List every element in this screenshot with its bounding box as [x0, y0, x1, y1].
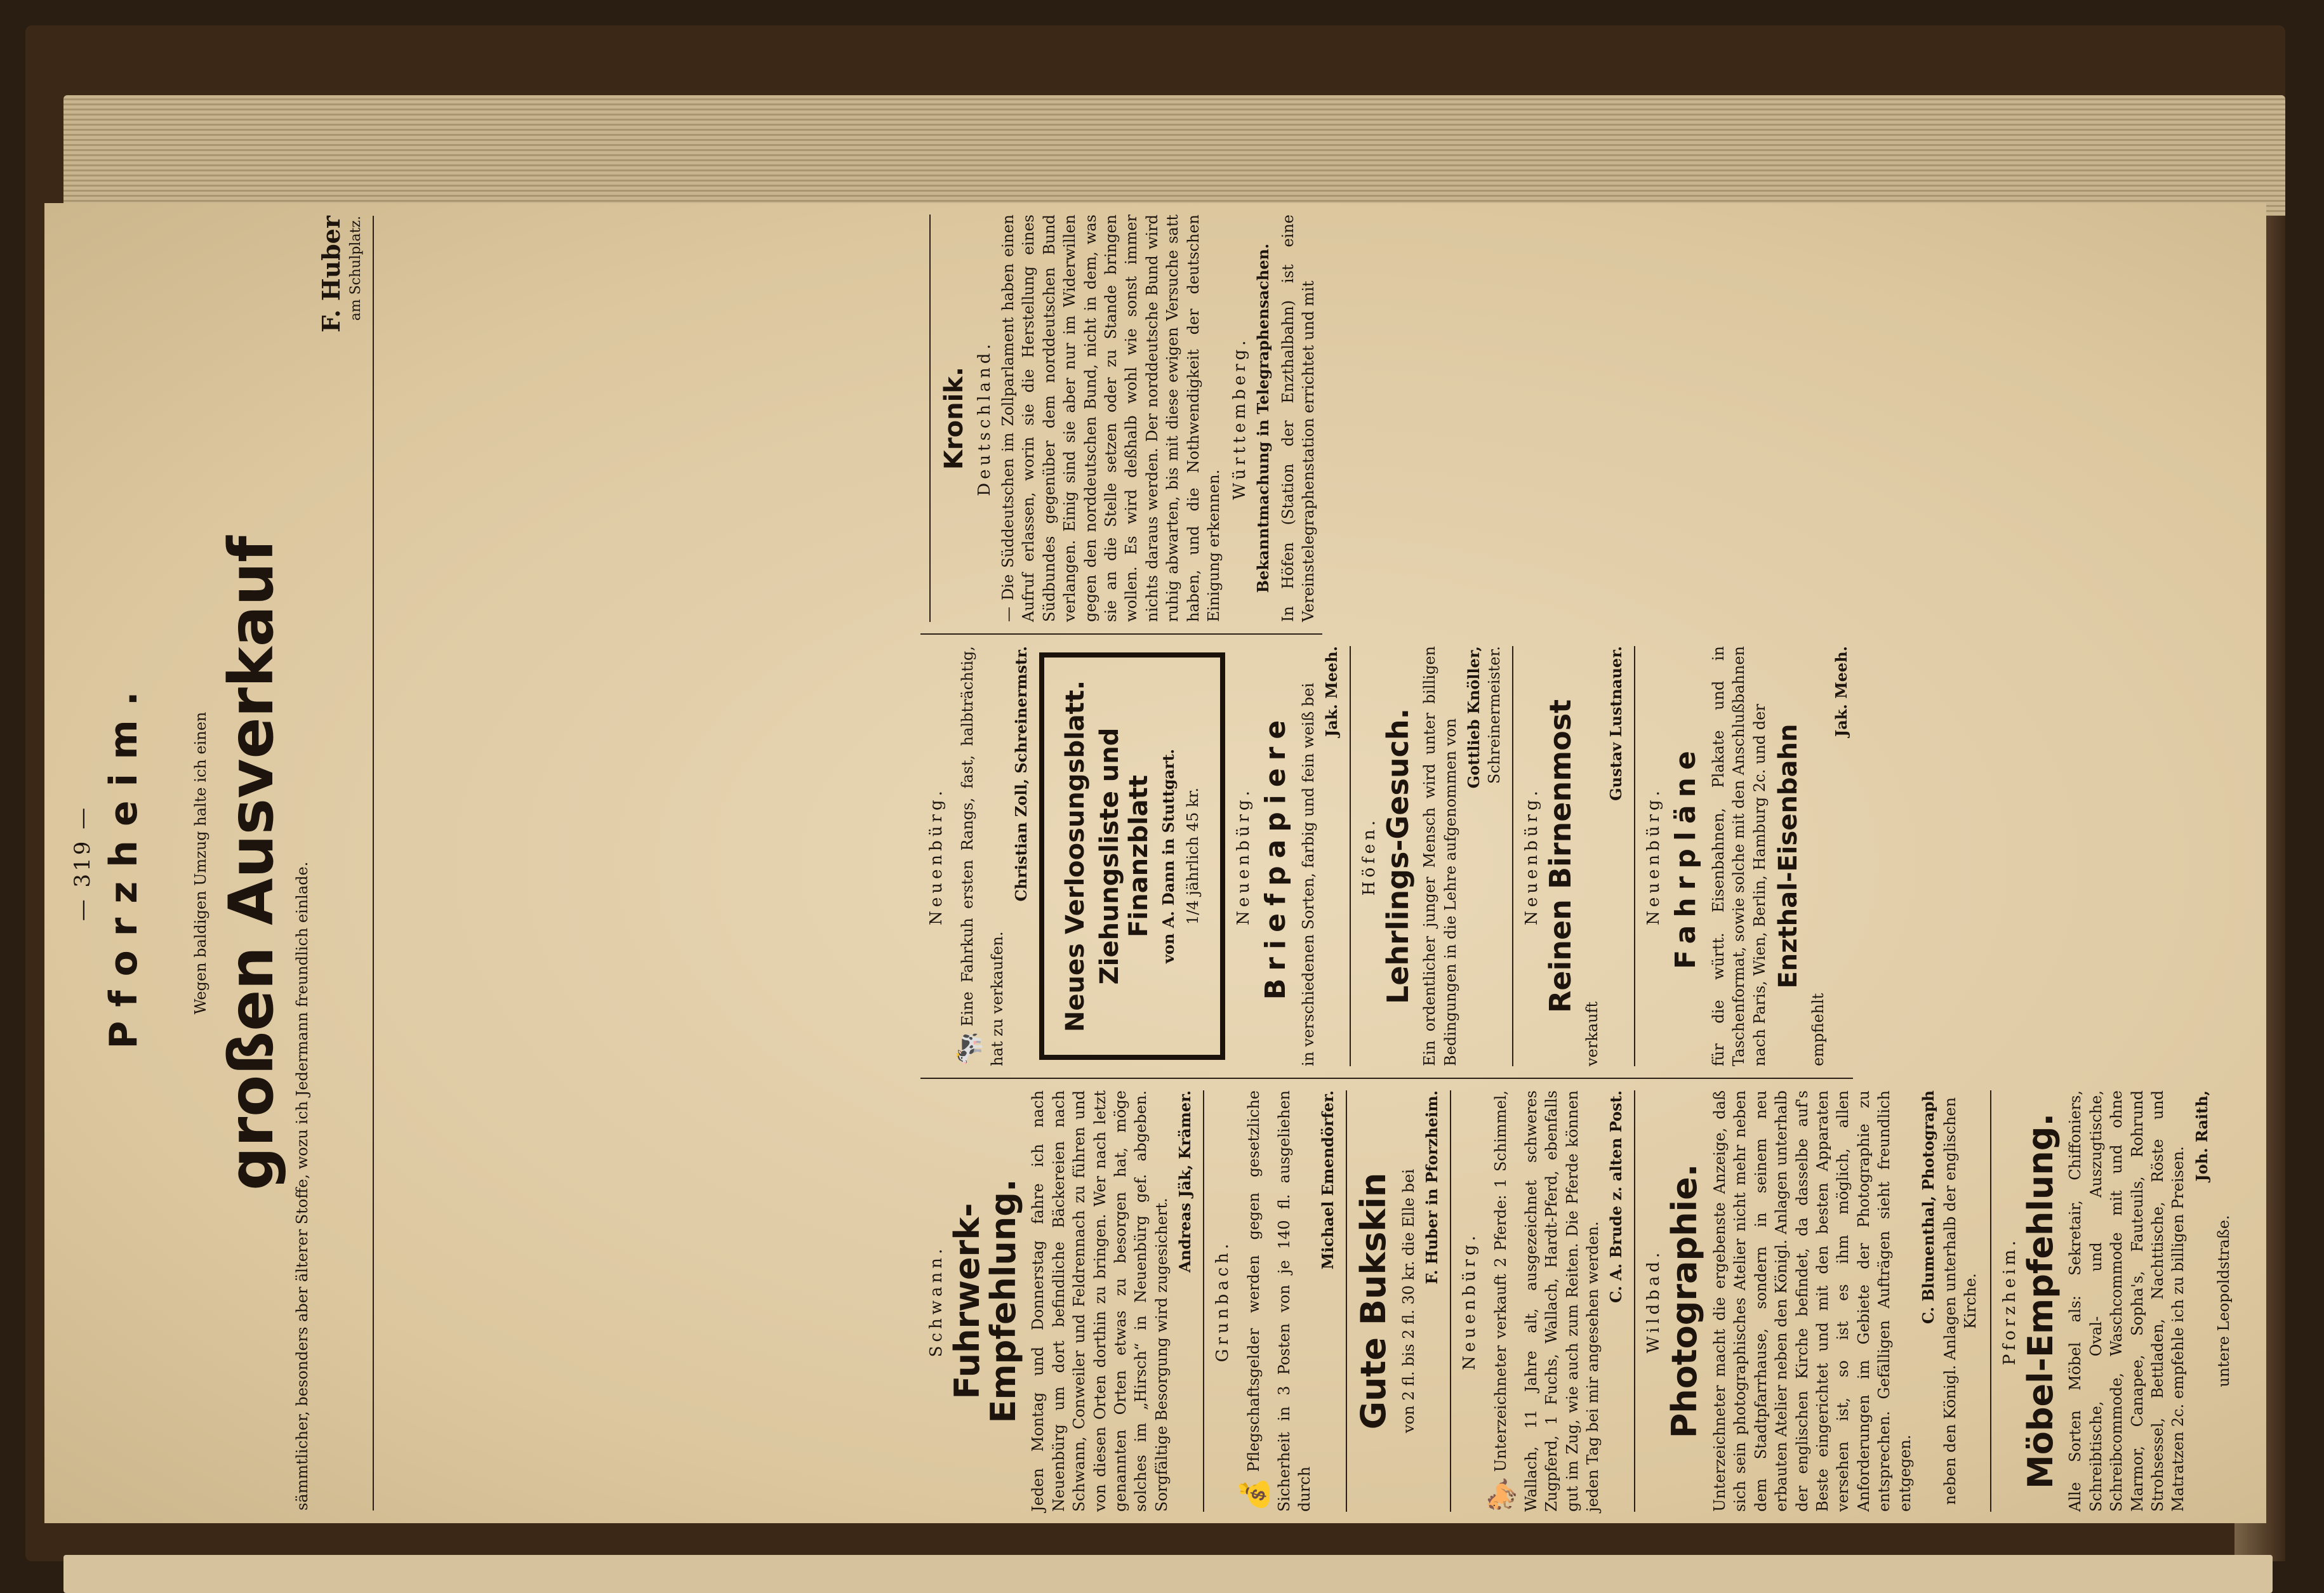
place-grunbach: Grunbach. [1213, 1239, 1233, 1363]
place-neuenbuerg: Neuenbürg. [1460, 1232, 1480, 1370]
newspaper-page [44, 203, 2266, 1523]
enzthal-sign: Jak. Meeh. [1832, 646, 1851, 737]
photo-body: Unterzeichneter macht die ergebenste Anzeige, daß sich sein photographisches Atelier nicht mehr neben dem Stadtpfarrhause, sondern in seinem neu erbauten Atelier neben den Königl. Anlagen unterhalb der englischen Kirche befindet, da dasselbe auf's Beste eingerichtet und mit den besten Apparaten versehen ist, so ist es ihm möglich, allen Anforderungen im Gebiete der Photographie zu entsprechen. Gefälligen Aufträgen sieht freundlich entgegen. [1711, 1090, 1914, 1512]
fahrkuh-sign: Christian Zoll, Schreinermstr. [1011, 646, 1030, 902]
divider [1990, 1090, 1991, 1512]
money-bag-icon: 💰 [1238, 1477, 1272, 1512]
divider [1450, 1090, 1451, 1512]
briefpapiere-title: Briefpapiere [1259, 712, 1292, 1000]
bukskin-title: Gute Bukskin [1353, 1172, 1394, 1430]
pferde-sign: C. A. Brude z. alten Post. [1607, 1090, 1626, 1304]
cow-icon: 🐄 [952, 1031, 985, 1066]
masthead [70, 203, 146, 1523]
moebel-title: Möbel-Empfehlung. [2020, 1113, 2061, 1489]
box-line-2: Ziehungsliste und Finanzblatt [1094, 727, 1153, 985]
briefpapiere-body: in verschiedenen Sorten, farbig und fein weiß bei [1299, 682, 1317, 1066]
place-schwann: Schwann. [927, 1245, 946, 1358]
moebel-sign: Joh. Raith, [2192, 1090, 2211, 1182]
pfleg-sign: Michael Emendörfer. [1318, 1090, 1338, 1270]
divider [1634, 1090, 1635, 1512]
moebel-sign-address: untere Leopoldstraße. [2214, 1215, 2233, 1387]
fuhrwerk-body: Jeden Montag und Donnerstag fahre ich nach Neuenbürg um dort befindliche Bäckereien nach Schwann, Conweiler und Feldrennach zu führen und von diesen Orten dorthin zu bringen. Wer nach letzt genannten Orten etwas zu besorgen hat, möge solches im „Hirsch“ in Neuenbürg gef. abgeben. Sorgfältige Besorgung wird zugesichert. [1029, 1090, 1171, 1512]
fahrplaene-title: Fahrpläne [1669, 743, 1702, 969]
place-hoefen: Höfen. [1359, 816, 1379, 896]
pferde-body: Unterzeichneter verkauft 2 Pferde: 1 Schimmel, Wallach, 11 Jahre alt, ausgezeichnet schweres Zugpferd, 1 Fuchs, Wallach, Hardt-Pferd, ebenfalls gut im Zug, wie auch zum Reiten. Die Pferde können jeden Tag bei mir angesehen werden. [1492, 1090, 1602, 1512]
place-neuenbuerg: Neuenbürg. [927, 787, 946, 925]
place-wildbad: Wildbad. [1644, 1248, 1664, 1354]
bukskin-sign: F. Huber in Pforzheim. [1423, 1090, 1442, 1285]
lehrlings-title: Lehrlings-Gesuch. [1380, 708, 1415, 1005]
kronik-body: — Die Süddeutschen im Zollparlament haben einen Aufruf erlassen, worin sie die Herstellung eines Südbundes gegenüber dem norddeutschen Bund verlangen. Einig sind sie aber nur im Widerwillen gegen den norddeutschen Bund, nicht in dem, was sie an die Stelle setzen oder zu Stande bringen wollen. Es wird deßhalb wohl wie sonst immer nichts daraus werden. Der norddeutsche Bund wird ruhig abwarten, bis mit diese ewigen Versuche satt haben, und die Nothwendigkeit der deutschen Einigung erkennen. [999, 215, 1223, 622]
place-neuenbuerg: Neuenbürg. [1522, 787, 1542, 925]
ausverkauf-headline: großen Ausverkauf [216, 536, 288, 1191]
photo-title: Photographie. [1664, 1163, 1705, 1439]
photo-sign: C. Blumenthal, Photograph [1918, 1090, 1937, 1325]
place-neuenbuerg: Neuenbürg. [1233, 787, 1253, 925]
ausverkauf-intro: Wegen baldigen Umzug halte ich einen [192, 711, 209, 1015]
ausverkauf-sign: F. Huber [316, 216, 345, 333]
box-line-4: 1/4 jährlich 45 kr. [1184, 788, 1202, 925]
horse-icon: 🐎 [1485, 1477, 1518, 1512]
facing-page-edge [63, 1555, 2273, 1593]
briefpapiere-sign: Jak. Meeh. [1322, 646, 1341, 737]
divider [1350, 646, 1351, 1066]
fuhrwerk-title: Fuhrwerk-Empfehlung. [947, 1179, 1023, 1424]
divider [929, 215, 931, 622]
box-line-3: von A. Dann in Stuttgart. [1159, 748, 1178, 964]
column-left [920, 1079, 2238, 1523]
ausverkauf-ad [190, 216, 383, 1510]
pfleg-body: Pflegschaftsgelder werden gegen gesetzliche Sicherheit in 3 Posten von je 140 fl. ausgeliehen durch [1245, 1090, 1313, 1512]
divider [1512, 646, 1513, 1066]
rotated-content [44, 203, 2266, 1523]
place-pforzheim: Pforzheim. [2000, 1236, 2019, 1366]
fahrkuh-body: Eine Fahrkuh ersten Rangs, fast, halbträchtig, hat zu verkaufen. [959, 646, 1007, 1066]
kronik-title: Kronik. [940, 366, 969, 470]
ausverkauf-body: sämmtlicher, besonders aber älterer Stoffe, wozu ich Jedermann freundlich einlade. [293, 861, 312, 1510]
photo-sign-address: neben den Königl. Anlagen unterhalb der englischen Kirche. [1941, 1097, 1980, 1505]
page-number: — 319 — [70, 805, 95, 922]
birnenmost-title: Reinen Birnenmost [1543, 699, 1578, 1014]
column-right [920, 203, 1322, 635]
divider [1634, 646, 1635, 1066]
place-neuenbuerg: Neuenbürg. [1643, 787, 1663, 925]
box-line-1: Neues Verloosungsblatt. [1060, 680, 1090, 1033]
bukskin-body: von 2 fl. bis 2 fl. 30 kr. die Elle bei [1399, 1168, 1418, 1434]
lehrlings-sign: Gottlieb Knöller, [1464, 646, 1484, 789]
fahrplaene-body: für die württ. Eisenbahnen, Plakate und in Taschenformat, sowie solche mit den Anschlußbahnen nach Paris, Wien, Berlin, Hamburg 2c. und der [1709, 646, 1769, 1066]
enzthal-title: Enzthal-Eisenbahn [1773, 724, 1803, 989]
city-title: Pforzheim. [102, 677, 146, 1049]
verloosungsblatt-box [1039, 652, 1225, 1060]
birnenmost-sign: Gustav Lustnauer. [1606, 646, 1625, 801]
telegraph-body: In Höfen (Station der Enzthalbahn) ist eine Vereinstelegraphenstation errichtet und mit [1278, 215, 1318, 622]
telegraph-title: Bekanntmachung in Telegraphensachen. [1254, 243, 1273, 593]
lehrlings-sign-title: Schreinermeister. [1485, 646, 1504, 784]
place-deutschland: Deutschland. [975, 340, 994, 496]
birnenmost-body: verkauft [1583, 1001, 1602, 1066]
divider [1346, 1090, 1347, 1512]
enzthal-body: empfiehlt [1809, 993, 1827, 1066]
column-middle [920, 635, 1853, 1079]
fuhrwerk-sign: Andreas Jäk, Krämer. [1176, 1090, 1195, 1272]
place-wuerttemberg: Württemberg. [1230, 336, 1250, 500]
moebel-body: Alle Sorten Möbel als: Sekretair, Chiffoniers, Schreibtische, Oval- und Auszugtische, Schreibcommode, Waschcommode mit und ohne Marmor, Canapee, Sopha's, Fauteuils, Rohrund Strohsessel, Bettladen, Nachttische, Röste und Matratzen 2c. empfehle ich zu billigen Preisen. [2066, 1090, 2188, 1512]
lehrlings-body: Ein ordentlicher junger Mensch wird unter billigen Bedingungen in die Lehre aufgenommen von [1421, 646, 1459, 1066]
ausverkauf-sign-place: am Schulplatz. [347, 216, 364, 321]
divider [373, 216, 374, 1510]
divider [1203, 1090, 1204, 1512]
